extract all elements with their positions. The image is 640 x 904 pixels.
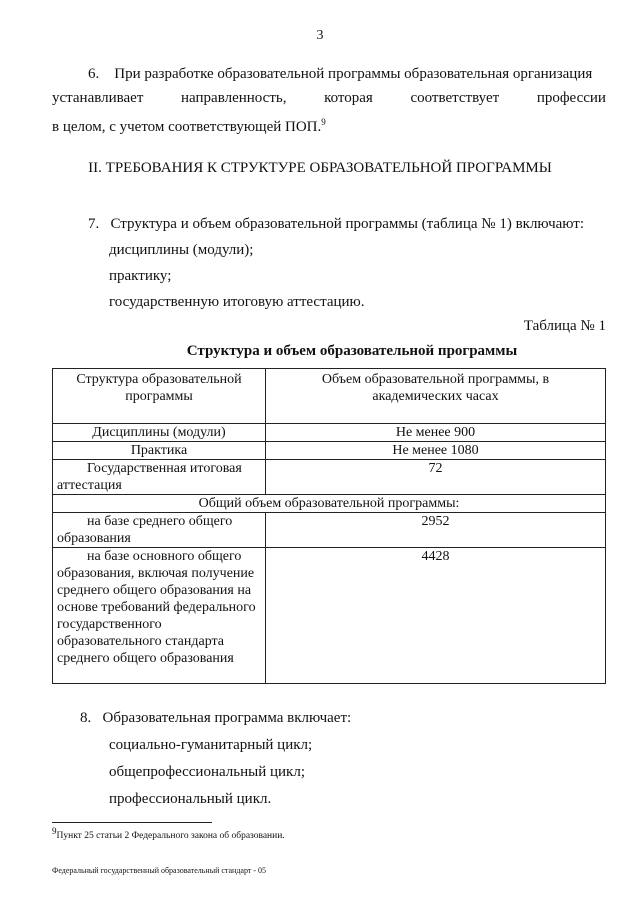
item7-number: 7. [88,216,100,232]
table-number-label: Таблица № 1 [523,318,606,334]
list-item: социально-гуманитарный цикл; [109,737,313,753]
table-cell: Дисциплины (модули) [53,424,266,442]
table-row [53,442,606,460]
item6-line3 [52,110,326,139]
table-cell: 4428 [266,548,606,684]
table-cell: на базе основного общего образования, включая получение среднего общего образования на основе требований федерального государственного образовательного стандарта среднего общего образования [53,548,266,684]
table-header-cell: Структура образовательной программы [53,369,266,424]
item7-text: Структура и объем образовательной программы (таблица № 1) включают: [110,216,584,232]
list-item: профессиональный цикл. [109,791,272,807]
list-item: практику; [109,268,172,284]
item6-line1 [88,62,592,86]
list-item: дисциплины (модули); [109,242,254,258]
table-title: Структура и объем образовательной программы [186,343,518,359]
item6-word: профессии [536,90,606,106]
table-row [53,513,606,548]
table-header-row [53,369,606,424]
table-cell: 72 [266,460,606,495]
list-item: общепрофессиональный цикл; [109,764,305,780]
table-cell: Не менее 1080 [266,442,606,460]
section-heading: II. ТРЕБОВАНИЯ К СТРУКТУРЕ ОБРАЗОВАТЕЛЬНОЙ ПРОГРАММЫ [88,160,552,176]
footnote-ref: 9 [321,117,326,127]
page-footer: Федеральный государственный образовательный стандарт - 05 [52,866,267,875]
item7-intro [88,212,584,236]
list-item: государственную итоговую аттестацию. [109,294,365,310]
table-row [53,495,606,513]
footnote-mark: 9 [52,826,57,836]
table-total-label: Общий объем образовательной программы: [53,495,606,513]
item6-word: направленность, [181,90,287,106]
table-row [53,424,606,442]
item8-intro [80,706,351,730]
table-row [53,548,606,684]
table-cell: Государственная итоговая аттестация [53,460,266,495]
table-cell: Практика [53,442,266,460]
table-row [53,460,606,495]
item6-number: 6. [88,66,100,82]
item8-text: Образовательная программа включает: [102,710,352,726]
item6-word: которая [324,90,373,106]
page-number: 3 [316,28,324,43]
footnote-text: Пункт 25 статьи 2 Федерального закона об образовании. [56,831,285,842]
table-cell: Не менее 900 [266,424,606,442]
footnote [52,826,285,841]
footnote-divider [52,822,212,823]
item8-number: 8. [80,710,92,726]
structure-table [52,368,606,684]
table-cell: на базе среднего общего образования [53,513,266,548]
item6-line3-text: в целом, с учетом соответствующей ПОП. [52,119,322,135]
table-header-cell: Объем образовательной программы, в академических часах [266,369,606,424]
item6-word: соответствует [410,90,500,106]
item6-line2 [52,86,606,110]
table-cell: 2952 [266,513,606,548]
item6-word: устанавливает [52,90,144,106]
item6-line1-text: При разработке образовательной программы образовательная организация [114,66,593,82]
